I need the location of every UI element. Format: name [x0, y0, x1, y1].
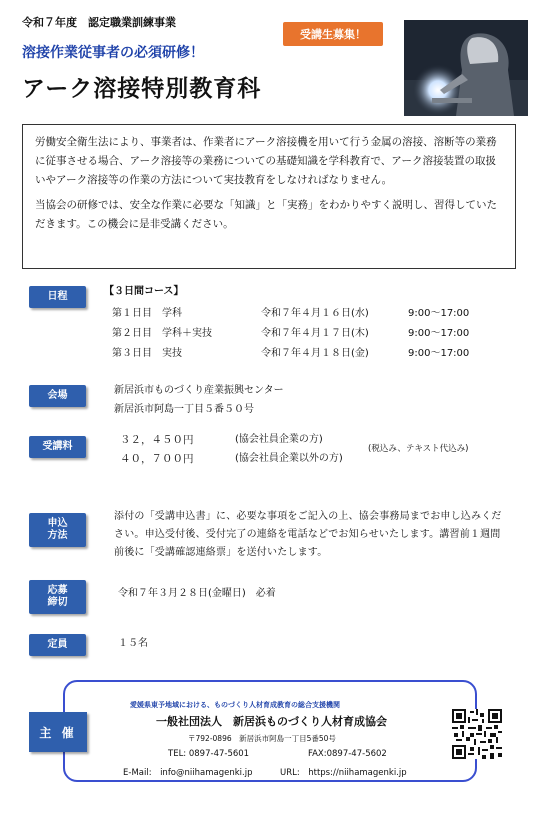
- venue-label: 会場: [29, 385, 86, 407]
- host-address: 〒792-0896 新居浜市阿島一丁目5番50号: [188, 734, 336, 743]
- schedule-time: 9:00～17:00: [408, 308, 470, 319]
- application-label: [29, 513, 86, 547]
- recruiting-badge: 受講生募集！: [283, 22, 383, 46]
- intro-paragraph-2: 当協会の研修では、安全な作業に必要な「知識」と「実務」をわかりやすく説明し、習得していただきます。この機会に是非受講ください。: [35, 199, 497, 230]
- qr-code-icon[interactable]: [452, 709, 502, 759]
- schedule-time: 9:00～17:00: [408, 348, 470, 359]
- host-fax: FAX:0897-47-5602: [308, 749, 387, 759]
- application-text: 添付の「受講申込書」に、必要な事項をご記入の上、協会事務局までお申し込みください。申込受付後、受付完了の連絡を電話などでお知らせいたします。講習前１週間前後に「受講確認連絡票」を送付いたします。: [114, 511, 502, 558]
- deadline-label: [29, 580, 86, 614]
- host-tagline: 愛媛県東予地域における、ものづくり人材育成教育の総合支援機関: [130, 701, 340, 709]
- fee-label: 受講料: [29, 436, 86, 458]
- schedule-row: [112, 344, 469, 359]
- host-url[interactable]: URL: https://niihamagenki.jp: [280, 768, 407, 778]
- schedule-date: 令和７年４月１７日(木): [261, 328, 369, 339]
- subtitle: 溶接作業従事者の必須研修！: [22, 45, 204, 61]
- host-label: 主 催: [29, 712, 87, 752]
- schedule-subject: 学科: [162, 308, 182, 319]
- fee-nonmember-amount: ４０，７００円: [120, 453, 194, 465]
- schedule-subject: 学科＋実技: [162, 328, 212, 339]
- capacity-text: １５名: [118, 638, 148, 649]
- program-year-line: 令和７年度 認定職業訓練事業: [22, 16, 176, 29]
- welding-photo: [404, 20, 528, 116]
- schedule-day: 第１日目: [112, 308, 152, 319]
- venue-address: 新居浜市阿島一丁目５番５０号: [114, 404, 254, 415]
- application-label-text: 申込方法: [47, 518, 68, 541]
- schedule-date: 令和７年４月１８日(金): [261, 348, 369, 359]
- deadline-text: 令和７年３月２８日(金曜日) 必着: [118, 588, 276, 599]
- schedule-row: [112, 324, 469, 339]
- deadline-label-text: 応募締切: [47, 585, 68, 608]
- capacity-label: 定員: [29, 634, 86, 656]
- host-tel: TEL: 0897-47-5601: [168, 749, 250, 759]
- schedule-label: 日程: [29, 286, 86, 308]
- fee-nonmember-note: (協会社員企業以外の方): [235, 453, 343, 464]
- page-title: アーク溶接特別教育科: [22, 76, 262, 102]
- schedule-row: [112, 304, 469, 319]
- host-email[interactable]: E-Mail: info@niihamagenki.jp: [123, 768, 253, 778]
- host-org-name: 一般社団法人 新居浜ものづくり人材育成協会: [156, 715, 387, 728]
- fee-tax-note: (税込み、テキスト代込み): [368, 444, 469, 454]
- schedule-day: 第２日目: [112, 328, 152, 339]
- intro-paragraph-1: 労働安全衛生法により、事業者は、作業者にアーク溶接機を用いて行う金属の溶接、溶断等の業務に従事させる場合、アーク溶接等の業務についての基礎知識を学科教育で、アーク溶接装置の取扱いやアーク溶接等の作業の方法について実技教育をしなければなりません。: [35, 136, 497, 186]
- fee-member-amount: ３２，４５０円: [120, 434, 194, 446]
- schedule-day: 第３日目: [112, 348, 152, 359]
- venue-name: 新居浜市ものづくり産業振興センター: [114, 385, 284, 396]
- intro-box: [22, 124, 516, 269]
- course-name: 【３日間コース】: [104, 286, 184, 297]
- schedule-date: 令和７年４月１６日(水): [261, 308, 369, 319]
- schedule-subject: 実技: [162, 348, 182, 359]
- schedule-time: 9:00～17:00: [408, 328, 470, 339]
- fee-member-note: (協会社員企業の方): [235, 434, 323, 445]
